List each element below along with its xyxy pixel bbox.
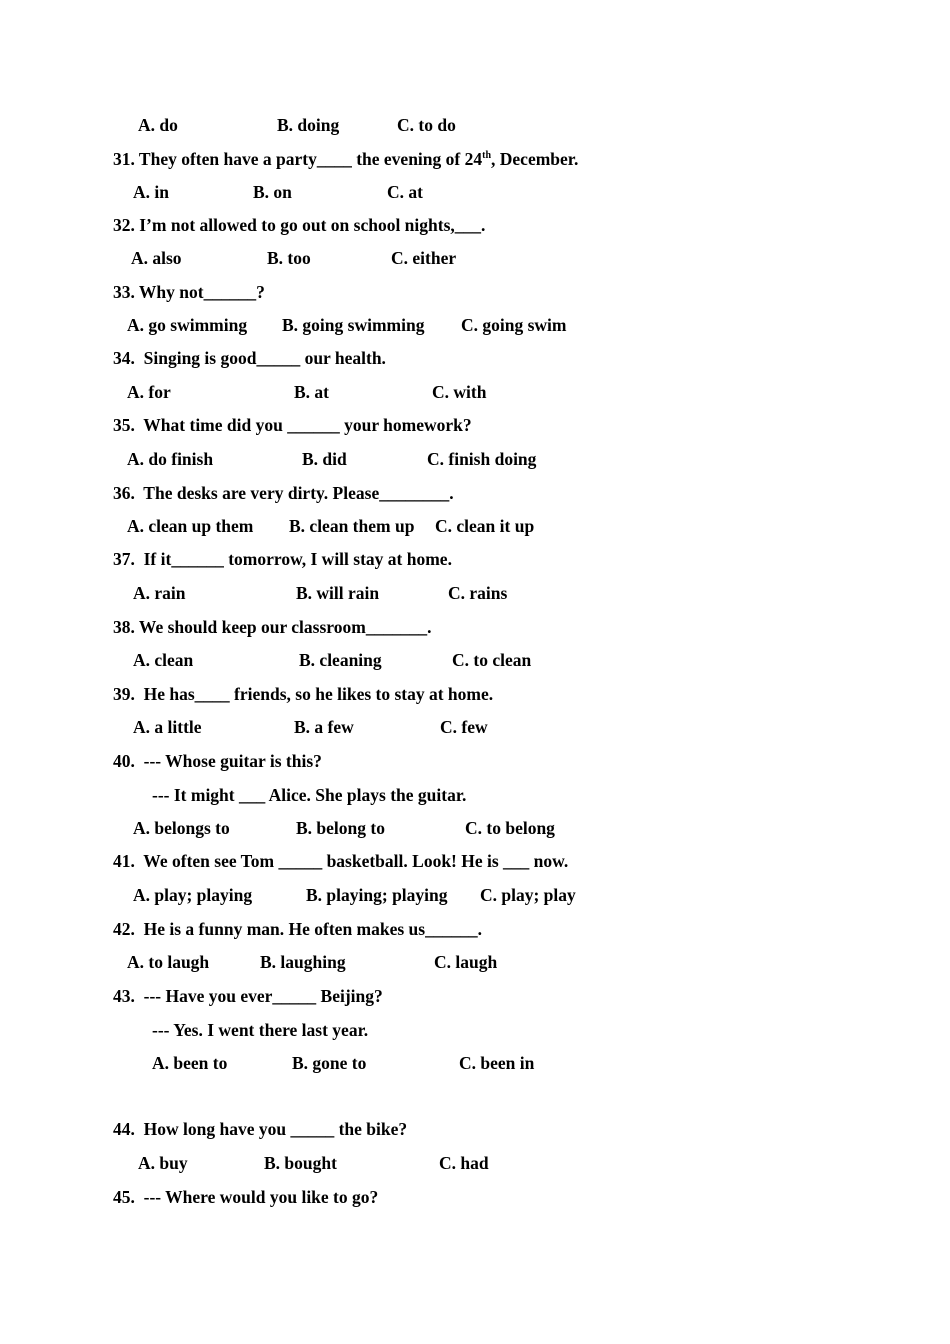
q39-option-c: C. few — [440, 717, 488, 737]
q40-option-b: B. belong to — [296, 818, 385, 838]
q43-option-c: C. been in — [459, 1053, 535, 1073]
q43-question: 43. --- Have you ever_____ Beijing? — [113, 986, 383, 1006]
q32-option-b: B. too — [267, 248, 311, 268]
q38-option-c: C. to clean — [452, 650, 532, 670]
q41-option-c: C. play; play — [480, 885, 576, 905]
q41-option-a: A. play; playing — [133, 885, 253, 905]
q37-option-c: C. rains — [448, 583, 508, 603]
q38-option-b: B. cleaning — [299, 650, 382, 670]
q31-option-c: C. at — [387, 182, 423, 202]
q44-option-a: A. buy — [138, 1153, 188, 1173]
q34-option-b: B. at — [294, 382, 329, 402]
q39-option-a: A. a little — [133, 717, 202, 737]
q31-superscript: th — [482, 150, 492, 161]
q38-question: 38. We should keep our classroom_______. — [113, 617, 432, 637]
q36-question: 36. The desks are very dirty. Please________. — [113, 483, 454, 503]
q40-option-c: C. to belong — [465, 818, 555, 838]
q36-option-a: A. clean up them — [127, 516, 254, 536]
q31-option-b: B. on — [253, 182, 292, 202]
q33-question: 33. Why not______? — [113, 282, 265, 302]
q33-option-a: A. go swimming — [127, 315, 248, 335]
q40-reply: --- It might ___ Alice. She plays the guitar. — [152, 785, 467, 805]
q38-option-a: A. clean — [133, 650, 194, 670]
q34-option-c: C. with — [432, 382, 487, 402]
q32-option-a: A. also — [131, 248, 182, 268]
q45-question: 45. --- Where would you like to go? — [113, 1187, 379, 1207]
q35-option-c: C. finish doing — [427, 449, 537, 469]
q36-option-c: C. clean it up — [435, 516, 535, 536]
q42-option-b: B. laughing — [260, 952, 346, 972]
q36-option-b: B. clean them up — [289, 516, 415, 536]
q42-option-c: C. laugh — [434, 952, 498, 972]
q44-option-c: C. had — [439, 1153, 489, 1173]
q35-question: 35. What time did you ______ your homework? — [113, 415, 472, 435]
q42-question: 42. He is a funny man. He often makes us______. — [113, 919, 482, 939]
q43-option-a: A. been to — [152, 1053, 228, 1073]
q40-option-a: A. belongs to — [133, 818, 230, 838]
q35-option-a: A. do finish — [127, 449, 214, 469]
q41-question: 41. We often see Tom _____ basketball. Look! He is ___ now. — [113, 851, 569, 871]
q37-option-b: B. will rain — [296, 583, 380, 603]
q44-option-b: B. bought — [264, 1153, 337, 1173]
q39-question: 39. He has____ friends, so he likes to stay at home. — [113, 684, 494, 704]
q43-reply: --- Yes. I went there last year. — [152, 1020, 369, 1040]
q31-question — [113, 149, 578, 169]
q35-option-b: B. did — [302, 449, 347, 469]
q42-option-a: A. to laugh — [127, 952, 210, 972]
q37-option-a: A. rain — [133, 583, 186, 603]
q43-option-b: B. gone to — [292, 1053, 367, 1073]
q30-option-b: B. doing — [277, 115, 340, 135]
q32-option-c: C. either — [391, 248, 457, 268]
q33-option-c: C. going swim — [461, 315, 567, 335]
q31-option-a: A. in — [133, 182, 169, 202]
q37-question: 37. If it______ tomorrow, I will stay at home. — [113, 549, 452, 569]
q41-option-b: B. playing; playing — [306, 885, 448, 905]
q32-question: 32. I’m not allowed to go out on school nights,___. — [113, 215, 486, 235]
q31-question-pre: 31. They often have a party____ the evening of 24 — [113, 149, 483, 169]
q40-question: 40. --- Whose guitar is this? — [113, 751, 322, 771]
q30-option-a: A. do — [138, 115, 178, 135]
q31-question-post: , December. — [491, 149, 579, 169]
q39-option-b: B. a few — [294, 717, 354, 737]
q34-option-a: A. for — [127, 382, 171, 402]
q34-question: 34. Singing is good_____ our health. — [113, 348, 386, 368]
q44-question: 44. How long have you _____ the bike? — [113, 1119, 408, 1139]
q30-option-c: C. to do — [397, 115, 456, 135]
q33-option-b: B. going swimming — [282, 315, 425, 335]
